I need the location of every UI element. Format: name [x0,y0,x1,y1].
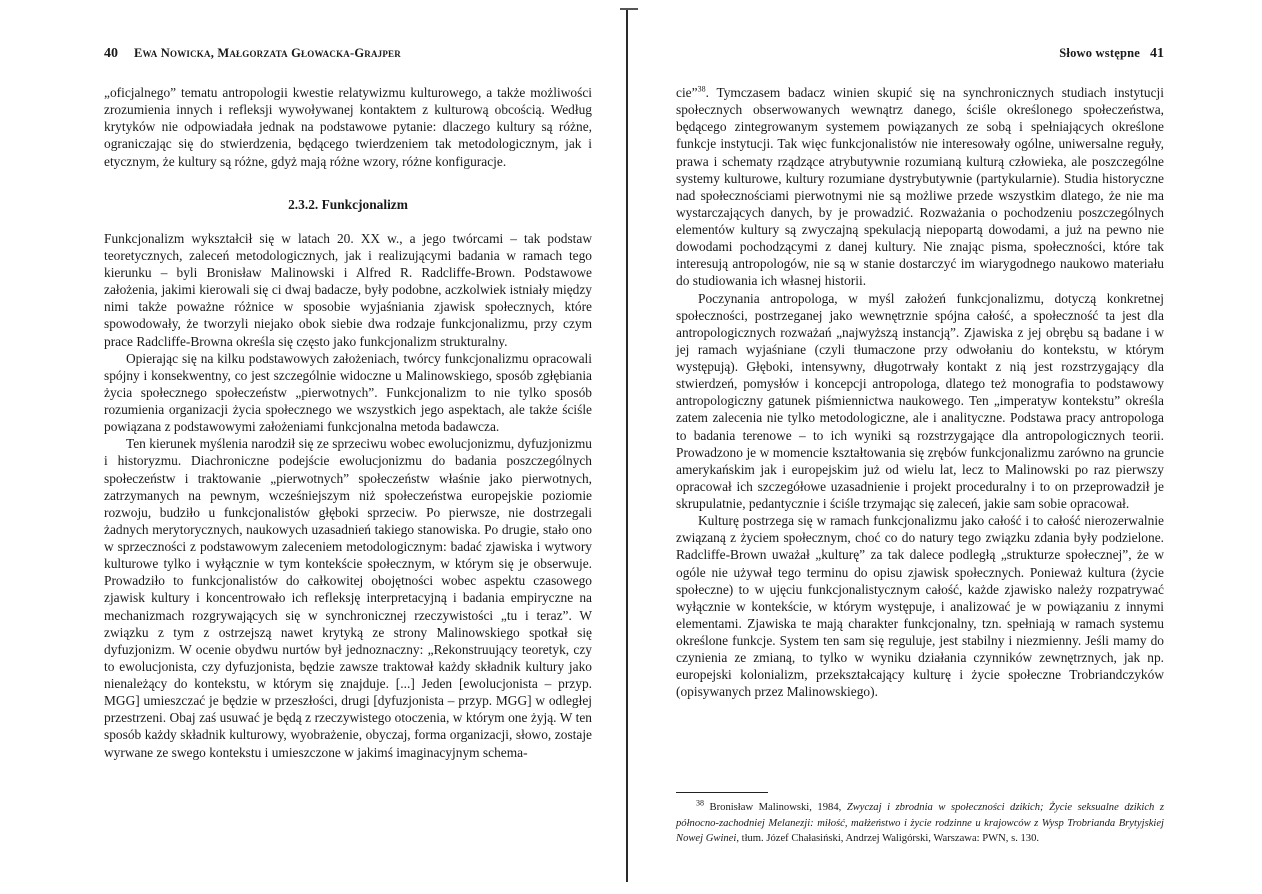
right-running-head [676,46,1164,62]
footnote-number: 38 [696,798,704,808]
right-page-number: 41 [1150,46,1164,61]
right-paragraph-1-rest: . Tymczasem badacz winien skupić się na synchronicznych studiach instytucji społecznych obserwowanych wewnątrz danego, ściśle określonego społeczeństwa, będącego zintegrowanym systemem powiązanych ze sobą i spełniających określone funkcje instytucji. Tak więc funkcjonalistów nie interesowały ogólne, uniwersalne reguły, prawa i schematy rządzące atrybutywnie rozumianą kulturą człowieka, ale poszczególne systemy kulturowe, kultury rozumiane dystrybutywnie (partykularnie). Studia historyczne nad społecznościami pierwotnymi nie są możliwe przede wszystkim dlatego, że nie ma wystarczających danych, by je prowadzić. Rozważania o pochodzeniu poszczególnych elementów kultury są zwyczajną spekulacją niepopartą dowodami, a już na pewno nie dowodami pochodzącymi z danej kultury. Nie znając pisma, społeczności, które tak interesują antropologów, nie są w stanie dostarczyć im wiarygodnego naukowo materiału do studiowania ich własnej historii. [676,85,1164,289]
right-paragraph-3: Kulturę postrzega się w ramach funkcjonalizmu jako całość i to całość nierozerwalnie związaną z życiem społecznym, choć co do natury tego związku zdania były podzielone. Radcliffe-Brown uważał „kulturę” za tak dalece podległą „strukturze społecznej”, że w ogóle nie używał tego terminu do opisu zjawisk społecznych. Ponieważ kultura (życie społeczne) to w ujęciu funkcjonalistycznym całość, każde zjawisko należy rozpatrywać wyłącznie w kontekście, w którym występuje, i analizować je w powiązaniu z innymi elementami. Zjawiska te mają charakter funkcjonalny, tzn. spełniają w ramach systemu określone funkcje. System ten sam się reguluje, jest stabilny i niezmienny. Jeśli mamy do czynienia ze zmianą, to tylko w wyniku działania czynników zewnętrznych, jak np. europejski kolonializm, przekształcający kulturę i życie społeczne Trobriandczyków (opisywanych przez Malinowskiego). [676,513,1164,700]
left-paragraph-1: „oficjalnego” tematu antropologii kwestie relatywizmu kulturowego, a także możliwości zrozumienia innych i refleksji wywoływanej kontaktem z kulturową obcością. Według krytyków nie odpowiadała jednak na podstawowe pytanie: dlaczego kultury są różne, ograniczając się do stwierdzenia, będącego twierdzeniem tak metodologicznym, jak i etycznym, że kultury są różne, gdyż mają różne wzory, różne konfiguracje. [104,85,592,169]
right-paragraph-1 [676,84,1164,290]
footnote-divider [676,792,768,793]
footnote-title: Zwyczaj i zbrodnia w społeczności dzikich; Życie seksualne dzikich z północno-zachodniej Melanezji: miłość, małżeństwo i życie rodzinne u krajowców z Wysp Trobrianda Brytyjskiej Nowej Gwinei [676,802,1164,844]
left-body-text [104,84,592,761]
book-gutter [626,10,628,882]
footnote-reference: 38 [697,84,706,94]
left-running-head-authors: Ewa Nowicka, Małgorzata Głowacka-Grajper [134,46,401,60]
footnote-publication: , tłum. Józef Chałasiński, Andrzej Waligórski, Warszawa: PWN, s. 130. [736,833,1040,844]
section-heading: 2.3.2. Funkcjonalizm [288,196,408,212]
footnote-author: Bronisław Malinowski, 1984, [709,802,847,813]
left-paragraph-3: Opierając się na kilku podstawowych założeniach, twórcy funkcjonalizmu opracowali spójny i konsekwentny, co jest szczególnie widoczne u Malinowskiego, sposób zgłębiania życia społecznego społeczeństw „pierwotnych”. Funkcjonalizm to nie tylko sposób rozumienia organizacji życia społecznego we wszystkich jego aspektach, ale także ściśle powiązana z podstawowymi założeniami funkcjonalna metoda badawcza. [104,350,592,435]
right-paragraph-1-lead: cie” [676,85,698,100]
left-paragraph-4: Ten kierunek myślenia narodził się ze sprzeciwu wobec ewolucjonizmu, dyfuzjonizmu i historyzmu. Diachroniczne podejście ewolucjonizmu do badania poszczególnych społeczeństw i traktowanie „pierwotnych” społeczeństw właśnie jako pierwotnych, zatrzymanych na pewnym, wcześniejszym niż społeczeństwa europejskie poziomie rozwoju, budziło u funkcjonalistów głęboki sprzeciw. Po pierwsze, nie dostrzegali żadnych merytorycznych, naukowych uzasadnień takiego stanowiska. Po drugie, stało ono w sprzeczności z podstawowym zaleceniem metodologicznym: badać zjawiska i wytwory kulturowe tylko i wyłącznie w tym kontekście społecznym, w którym się je obserwuje. Prowadziło to funkcjonalistów do całkowitej obojętności wobec aspektu czasowego zjawisk kultury i koncentrowało ich refleksję interpretacyjną i badania empiryczne na mechanizmach rozgrywających się w synchronicznej rzeczywistości „tu i teraz”. W związku z tym z ostrzejszą nawet krytyką ze strony Malinowskiego spotkał się dyfuzjonizm. W ocenie obydwu nurtów był jednoznaczny: „Rekonstruujący teoretyk, czy to ewolucjonista, czy dyfuzjonista, będzie zawsze traktował każdy składnik kultury jako nienależący do kontekstu, w którym się znajduje. [...] Jeden [ewolucjonista – przyp. MGG] umieszczać je będzie w przeszłości, drugi [dyfuzjonista – przyp. MGG] w odległej przestrzeni. Obaj zaś usuwać je będą z rzeczywistego otoczenia, w którym one żyją. W ten sposób każdy składnik kulturowy, wyobrażenie, obyczaj, forma organizacji, słowo, zostaje wyrwane ze swego kontekstu i umieszczone w jakimś imaginacyjnym schema- [104,436,592,760]
right-paragraph-2: Poczynania antropologa, w myśl założeń funkcjonalizmu, dotyczą konkretnej społeczności, postrzeganej jako wewnętrznie spójna całość, a społeczność ta jest dla antropologicznych rozważań „najwyższą instancją”. Zjawiska z jej obrębu są badane i w jej ramach wyjaśniane (czyli tłumaczone przy odwołaniu do kontekstu, w którym występują). Głęboki, intensywny, długotrwały kontakt z nią jest rozstrzygający dla stwierdzeń, pomysłów i koncepcji antropologa, dlatego też monografia to podstawowy antropologiczny gatunek piśmiennictwa naukowego. Ten „imperatyw kontekstu” określa zatem zalecenia nie tylko metodologiczne, ale i analityczne. Podstawa pracy antropologa to badania terenowe – to ich wyniki są rozstrzygające dla antropologicznych teorii. Prowadzono je w momencie kształtowania się zrębów funkcjonalizmu zarówno na gruncie amerykańskim jak i europejskim już od wielu lat, lecz to Malinowski po raz pierwszy opracował ich szczegółowe uzasadnienie i projekt proceduralny i to on przeprowadził je skrupulatnie, pedantycznie i ściśle trzymając się zaleceń, jakie sam sobie opracował. [676,290,1164,511]
right-running-head-title: Słowo wstępne [1059,46,1140,60]
left-paragraph-2: Funkcjonalizm wykształcił się w latach 20. XX w., a jego twórcami – tak podstaw teoretycznych, zaleceń metodologicznych, jak i realizującymi badania w ramach tego kierunku – byli Bronisław Malinowski i Alfred R. Radcliffe-Brown. Podstawowe założenia, jakimi kierowali się ci dwaj badacze, były podobne, aczkolwiek istniały między nimi także poważne różnice w sposobie wyjaśniania zjawisk społecznych, które spowodowały, że tworzyli niejako obok siebie dwa rodzaje funkcjonalizmu, przy czym prace Radcliffe-Browna określa się często jako funkcjonalizm strukturalny. [104,230,592,349]
footnote [676,800,1164,847]
gutter-mark [620,8,638,10]
left-page-number: 40 [104,46,118,61]
right-body-text [676,84,1164,701]
left-running-head [104,46,592,62]
